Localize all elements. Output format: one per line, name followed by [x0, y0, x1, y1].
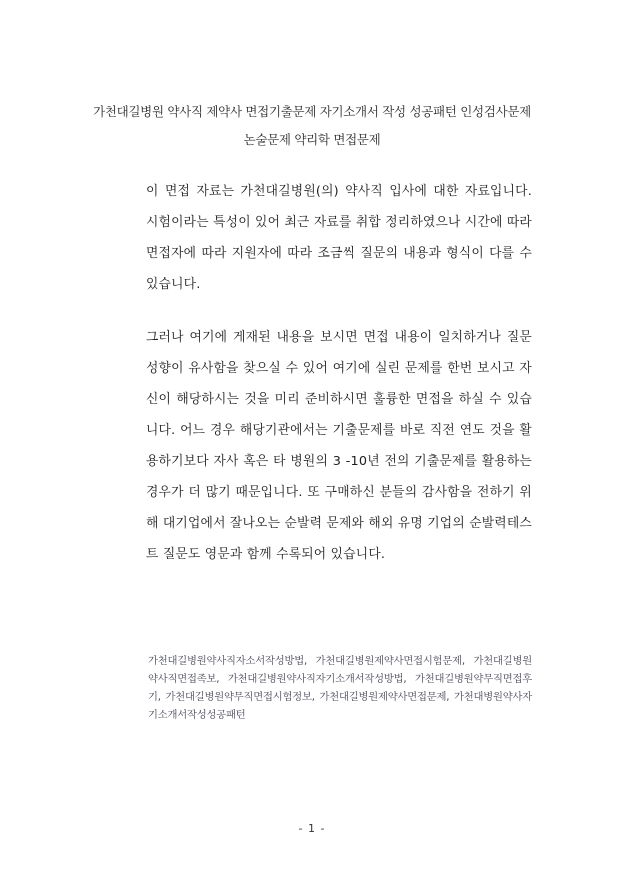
- document-body: [146, 176, 532, 570]
- paragraph-intro: 이 면접 자료는 가천대길병원(의) 약사직 입사에 대한 자료입니다. 시험이라는 특성이 있어 최근 자료를 취합 정리하였으나 시간에 따라 면접자에 따라 지원자에 따라 조금씩 질문의 내용과 형식이 다를 수 있습니다.: [146, 184, 532, 292]
- title-line-2: 논술문제 약리학 면접문제: [243, 132, 381, 147]
- document-title: [40, 98, 584, 154]
- title-line-1: 가천대길병원 약사직 제약사 면접기출문제 자기소개서 작성 성공패턴 인성검사문제: [93, 104, 531, 119]
- page-number: - 1 -: [298, 822, 326, 835]
- paragraph-details: 그러나 여기에 게재된 내용을 보시면 면접 내용이 일치하거나 질문 성향이 유사함을 찾으실 수 있어 여기에 실린 문제를 한번 보시고 자신이 해당하시는 것을 미리 준비하시면 훌륭한 면접을 하실 수 있습니다. 어느 경우 해당기관에서는 기출문제를 바로 직전 연도 것을 활용하기보다 자사 혹은 타 병원의 3 -10년 전의 기출문제를 활용하는 경우가 더 많기 때문입니다. 또 구매하신 분들의 감사함을 전하기 위해 대기업에서 잘나오는 순발력 문제와 해외 유명 기업의 순발력테스트 질문도 영문과 함께 수록되어 있습니다.: [146, 330, 532, 562]
- keyword-tags: 가천대길병원약사직자소서작성방법, 가천대길병원제약사면접시험문제, 가천대길병원 약사직면접족보, 가천대길병원약사직자기소개서작성방법, 가천대길병원약무직면접후기, 가천대길병원약무직면접시험정보, 가천대길병원제약사면접문제, 가천대병원약사자기소개서작성성공패턴: [148, 655, 532, 721]
